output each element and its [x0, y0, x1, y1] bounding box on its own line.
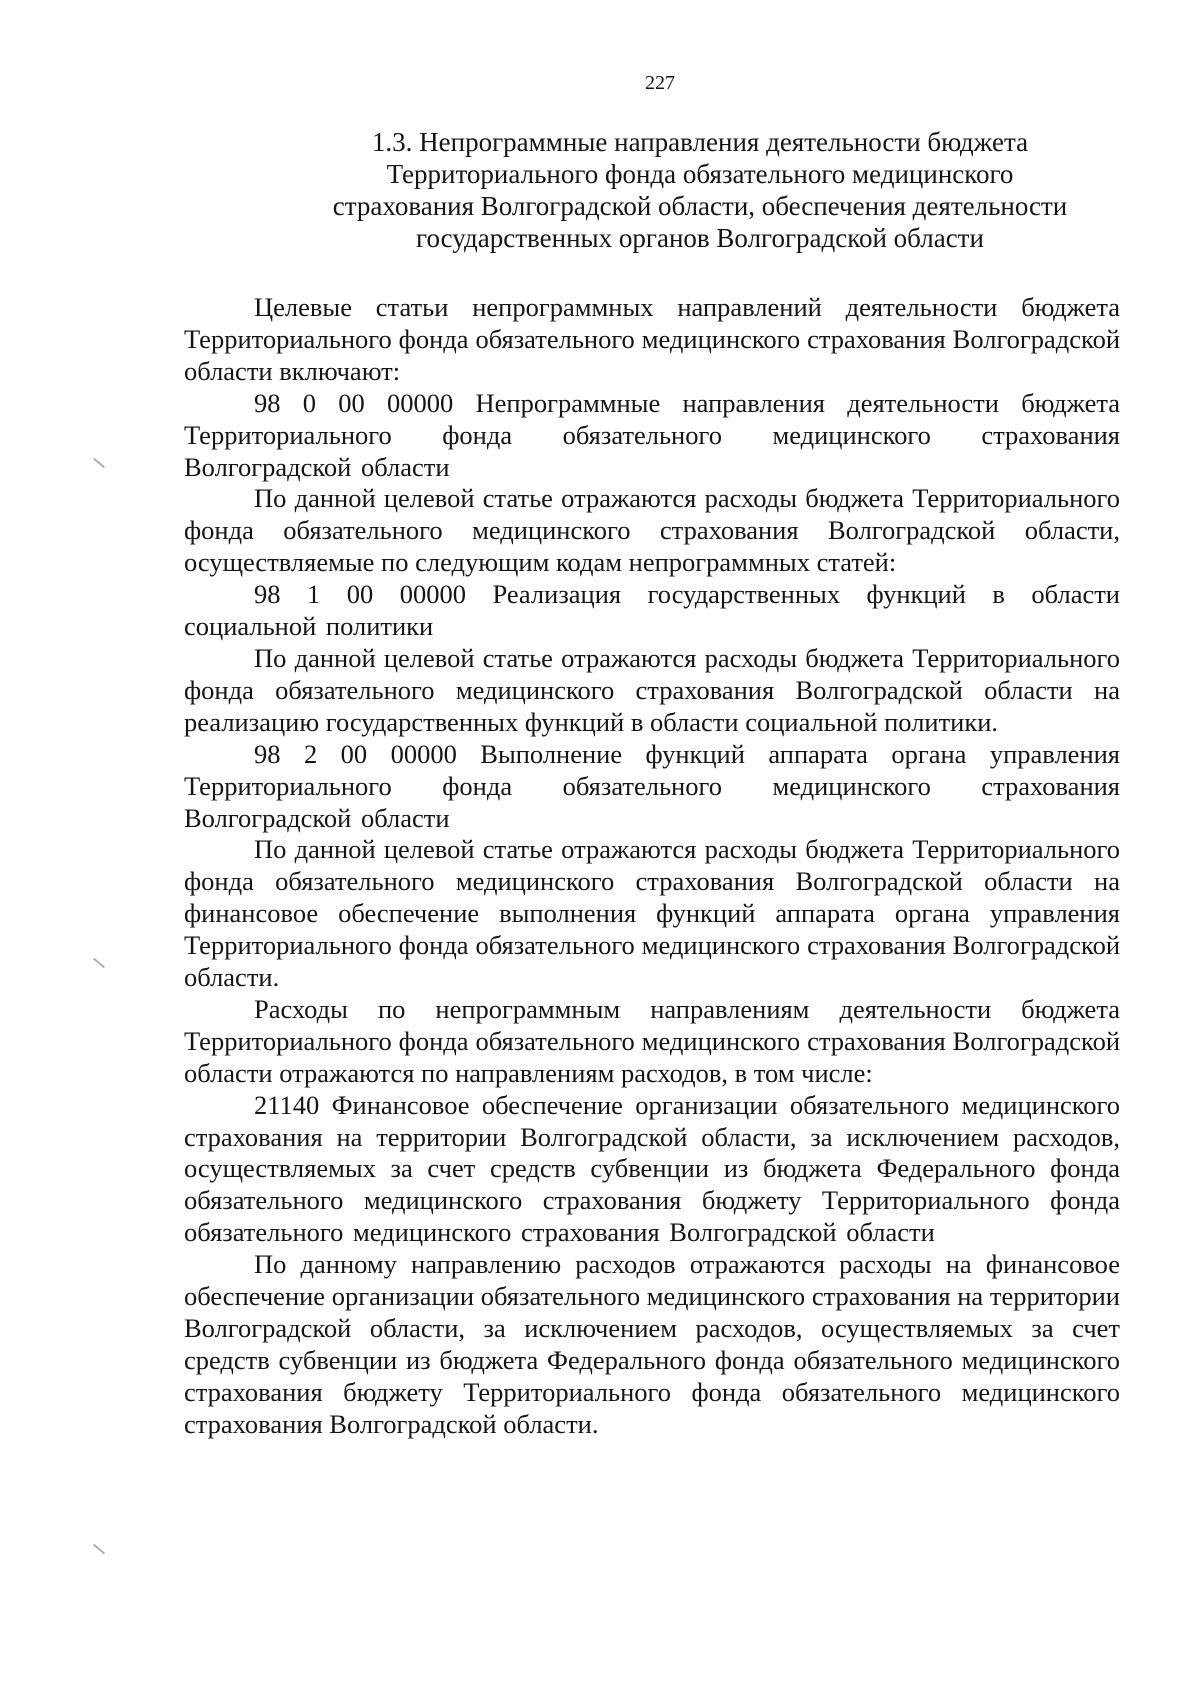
document-body: [184, 292, 1120, 1441]
heading-line: Территориального фонда обязательного медицинского: [386, 159, 1014, 189]
paragraph-description: По данному направлению расходов отражаются расходы на финансовое обеспечение организации обязательного медицинского страхования на территории Волгоградской области, за исключением расходов, осуществляемых за счет средств субвенции из бюджета Федерального фонда обязательного медицинского страхования бюджету Территориального фонда обязательного медицинского страхования Волгоградской области.: [184, 1249, 1120, 1439]
paragraph-code-98-0: 98 0 00 00000 Непрограммные направления деятельности бюджета Территориального фонда обязательного медицинского страхования Волгоградской области: [184, 387, 1120, 482]
scan-mark: [93, 958, 105, 969]
scan-mark: [93, 1544, 105, 1555]
paragraph-description: По данной целевой статье отражаются расходы бюджета Территориального фонда обязательного медицинского страхования Волгоградской области на финансовое обеспечение выполнения функций аппарата органа управления Территориального фонда обязательного медицинского страхования Волгоградской области.: [184, 834, 1120, 993]
paragraph-expenses-intro: Расходы по непрограммным направлениям деятельности бюджета Территориального фонда обязательного медицинского страхования Волгоградской области отражаются по направлениям расходов, в том числе:: [184, 993, 1120, 1088]
paragraph-code-98-2: 98 2 00 00000 Выполнение функций аппарата органа управления Территориального фонда обязательного медицинского страхования Волгоградской области: [184, 738, 1120, 833]
section-heading: [300, 126, 1100, 254]
paragraph-description: По данной целевой статье отражаются расходы бюджета Территориального фонда обязательного медицинского страхования Волгоградской области на реализацию государственных функций в области социальной политики.: [184, 642, 1120, 737]
scan-mark: [93, 458, 105, 469]
paragraph-intro: Целевые статьи непрограммных направлений деятельности бюджета Территориального фонда обязательного медицинского страхования Волгоградской области включают:: [184, 292, 1120, 386]
heading-line: государственных органов Волгоградской области: [416, 223, 984, 253]
paragraph-description: По данной целевой статье отражаются расходы бюджета Территориального фонда обязательного медицинского страхования Волгоградской области, осуществляемые по следующим кодам непрограммных статей:: [184, 483, 1120, 578]
heading-line: страхования Волгоградской области, обеспечения деятельности: [332, 191, 1068, 221]
page-number: 227: [645, 72, 675, 94]
paragraph-code-98-1: 98 1 00 00000 Реализация государственных функций в области социальной политики: [184, 579, 1120, 642]
paragraph-code-21140: 21140 Финансовое обеспечение организации обязательного медицинского страхования на территории Волгоградской области, за исключением расходов, осуществляемых за счет средств субвенции из бюджета Федерального фонда обязательного медицинского страхования бюджету Территориального фонда обязательного медицинского страхования Волгоградской области: [184, 1089, 1120, 1248]
heading-line: 1.3. Непрограммные направления деятельности бюджета: [371, 127, 1029, 157]
